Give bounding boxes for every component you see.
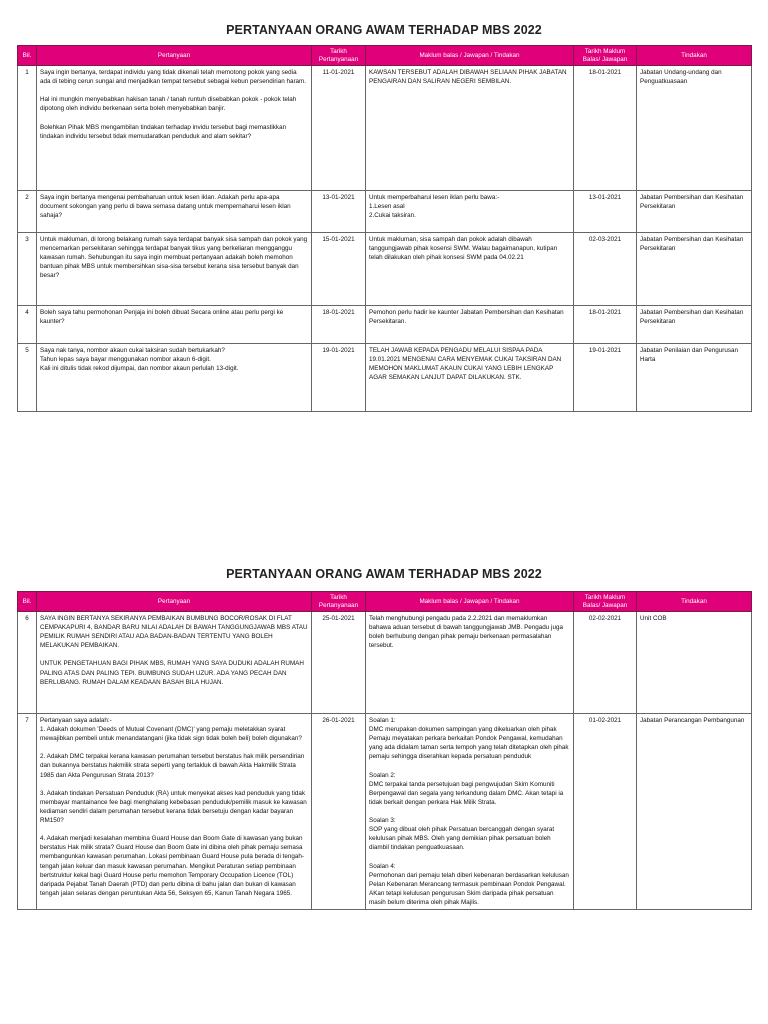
header-tindakan: Tindakan (637, 592, 752, 612)
cell-tarikh-jawapan: 02-03-2021 (574, 233, 637, 306)
cell-tarikh-jawapan: 18-01-2021 (574, 306, 637, 344)
cell-jawapan: KAWSAN TERSEBUT ADALAH DIBAWAH SELIAAN PIHAK JABATAN PENGAIRAN DAN SALIRAN NEGERI SEMBILAN. (366, 66, 574, 191)
cell-bil: 5 (18, 344, 37, 412)
cell-tarikh-jawapan: 19-01-2021 (574, 344, 637, 412)
page-title: PERTANYAAN ORANG AWAM TERHADAP MBS 2022 (226, 23, 542, 37)
cell-pertanyaan: Boleh saya tahu permohonan Penjaja ini boleh dibuat Secara online atau perlu pergi ke kaunter? (37, 306, 312, 344)
document-section-2 (17, 555, 751, 910)
cell-tindakan: Jabatan Perancangan Pembangunan (637, 714, 752, 910)
cell-tarikh: 11-01-2021 (312, 66, 366, 191)
table-header-row (18, 592, 752, 612)
cell-tarikh: 25-01-2021 (312, 612, 366, 714)
cell-pertanyaan: Saya nak tanya, nombor akaun cukai taksiran sudah bertukarkah? Tahun lepas saya bayar menggunakan nombor akaun 6-digit. Kali ini ditulis tidak rekod dijumpai, dan nombor akaun perlulah 13-digit. (37, 344, 312, 412)
cell-tarikh-jawapan: 01-02-2021 (574, 714, 637, 910)
cell-jawapan: TELAH JAWAB KEPADA PENGADU MELALUI SISPAA PADA 19.01.2021 MENGENAI CARA MENYEMAK CUKAI TAKSIRAN DAN MEMOHON MAKLUMAT AKAUN CUKAI YANG LEBIH LENGKAP AGAR SEMAKAN LANJUT DAPAT DILAKUKAN. STK. (366, 344, 574, 412)
cell-tarikh-jawapan: 02-02-2021 (574, 612, 637, 714)
header-bil: Bil. (18, 46, 37, 66)
header-tarikh-pertanyaan: Tarikh Pertanyanaan (312, 46, 366, 66)
table-row (18, 306, 752, 344)
header-maklum-balas: Maklum balas / Jawapan / Tindakan (366, 46, 574, 66)
header-tarikh-pertanyaan: Tarikh Pertanyanaan (312, 592, 366, 612)
cell-tindakan: Jabatan Pembersihan dan Kesihatan Persekitaran (637, 233, 752, 306)
questions-table (17, 45, 752, 412)
cell-jawapan: Untuk memperbaharui lesen iklan perlu bawa:- 1.Lesen asal 2.Cukai taksiran. (366, 191, 574, 233)
table-row (18, 191, 752, 233)
header-tarikh-maklum-balas: Tarikh Maklum Balas/ Jawapan (574, 592, 637, 612)
cell-tindakan: Jabatan Pembersihan dan Kesihatan Persekitaran (637, 191, 752, 233)
cell-bil: 2 (18, 191, 37, 233)
cell-tarikh: 15-01-2021 (312, 233, 366, 306)
header-tarikh-maklum-balas: Tarikh Maklum Balas/ Jawapan (574, 46, 637, 66)
table-row (18, 233, 752, 306)
header-maklum-balas: Maklum balas / Jawapan / Tindakan (366, 592, 574, 612)
cell-pertanyaan: Saya ingin bertanya, terdapat individu yang tidak dikenali telah memotong pokok yang sedia ada di tebing cerun sungai and menjadikan tempat tersebut sebagai kebun persendirian haram. Hal ini mungkin menyebabkan hakisan tanah / tanah runtuh disebabkan pokok - pokok telah dipotong oleh individu berkenaan serta boleh menyebabkan banjir. Bolehkan Pihak MBS mengambilan tindakan terhadap invidu tersebut bagi memastikkan tindakan individu tersebut tidak memudaratkan penduduk and alam sekitar? (37, 66, 312, 191)
cell-tarikh-jawapan: 18-01-2021 (574, 66, 637, 191)
cell-bil: 6 (18, 612, 37, 714)
page-title: PERTANYAAN ORANG AWAM TERHADAP MBS 2022 (226, 567, 542, 581)
cell-tarikh-jawapan: 13-01-2021 (574, 191, 637, 233)
cell-pertanyaan: SAYA INGIN BERTANYA SEKIRANYA PEMBAIKAN BUMBUNG BOCOR/ROSAK DI FLAT CEMPAKAPURI 4, BANDAR BARU NILAI ADALAH DI BAWAH TANGGUNGJAWAB MBS ATAU PEMILIK RUMAH SENDIRI ATAU ADA BADAN-BADAN TERTENTU YANG BOLEH MELAKUKAN PEMBAIKAN. UNTUK PENGETAHUAN BAGI PIHAK MBS, RUMAH YANG SAYA DUDUKI ADALAH RUMAH PALING ATAS DAN PALING TEPI. BUMBUNG SUDAH UZUR. ADA YANG PECAH DAN BERLUBANG. RUMAH DALAM KEADAAN BASAH BILA HUJAN. (37, 612, 312, 714)
table-header-row (18, 46, 752, 66)
cell-bil: 1 (18, 66, 37, 191)
header-pertanyaan: Pertanyaan (37, 592, 312, 612)
cell-tindakan: Unit COB (637, 612, 752, 714)
questions-table (17, 591, 752, 910)
table-row (18, 714, 752, 910)
table-row (18, 66, 752, 191)
cell-bil: 4 (18, 306, 37, 344)
cell-tarikh: 18-01-2021 (312, 306, 366, 344)
cell-tindakan: Jabatan Pembersihan dan Kesihatan Persekitaran (637, 306, 752, 344)
cell-jawapan: Telah menghubungi pengadu pada 2.2.2021 dan memaklumkan bahawa aduan tersebut di bawah tanggungjawab JMB. Pengadu juga boleh berhubung dengan pihak pemaju berkenaan permasalahan tersebut. (366, 612, 574, 714)
cell-bil: 3 (18, 233, 37, 306)
header-pertanyaan: Pertanyaan (37, 46, 312, 66)
cell-tindakan: Jabatan Penilaian dan Pengurusan Harta (637, 344, 752, 412)
cell-pertanyaan: Pertanyaan saya adalah:- 1. Adakah dokumen 'Deeds of Mutual Covenant (DMC)' yang pemaju meletakkan syarat mewajibkan pembeli untuk menandatangani (jika tidak sign tidak boleh beli) boleh digunakan? 2. Adakah DMC terpakai kerana kawasan perumahan tersebut berstatus hak milik persendirian dan bukannya berstatus hakmilik strata seperti yang tertakluk di bawah Akta Hakmilik Strata 1985 dan Akta Pengurusan Strata 2013? 3. Adakah tindakan Persatuan Penduduk (RA) untuk menyekat akses kad penduduk yang tidak membayar mantainance fee bagi menghalang kebebasan penduduk/pemilik masuk ke kawasan kediaman sendiri dalam perumahan tersebut kerana tidak bersetuju dengan kadar bayaran RM150? 4. Adakah menjadi kesalahan membina Guard House dan Boom Gate di kawasan yang bukan berstatus Hak milik strata? Guard House dan Boom Gate ini dibina oleh pihak pemaju semasa membangunkan kawasan perumahan. Lokasi pembinaan Guard House pula berada di tengah-tengah jalan keluar dan masuk kawasan perumahan. Mengikut Peraturan setiap pembinaan bertstruktur kekal bagi Guard House perlu memohon Temporary Occupation Licence (TOL) daripada Pejabat Tanah Daerah (PTD) dan perlu dibina di bahu jalan dan bukan di kawasan tengah jalan selaras dengan peruntukan Akta 56, Seksyen 65, Kanun Tanah Negara 1965. (37, 714, 312, 910)
cell-tarikh: 19-01-2021 (312, 344, 366, 412)
document-section-1 (17, 0, 751, 412)
cell-tarikh: 13-01-2021 (312, 191, 366, 233)
cell-jawapan: Pemohon perlu hadir ke kaunter Jabatan Pembersihan dan Kesihatan Persekitaran. (366, 306, 574, 344)
cell-jawapan: Soalan 1: DMC merupakan dokumen sampingan yang dikeluarkan oleh pihak Pemaju meyatakan perkara berkaitan Pondok Pengawal, kemudahan yang ada didalam taman serta tempoh yang telah ditetapkan oleh pihak pemaju sehingga diserahkan kepada persatuan penduduk Soalan 2: DMC terpakai tanda persetujuan bagi pengwujudan Skim Komuniti Berpengawal dan segala yang terkandung dalam DMC. Akan tetapi ia tidak berkait dengan perkara Hak Milik Strata. Soalan 3: SOP yang dibuat oleh pihak Persatuan bercanggah dengan syarat kelulusan pihak MBS. Oleh yang demikian pihak persatuan boleh diambil tindakan penguatkuasaan. Soalan 4: Permohonan dari pemaju telah diberi kebenaran berdasarkan kelulusan Pelan Kebenaran Merancang termasuk pembinaan Pondok Pengawal. AKan tetapi kelulusan pengurusan Skim daripada pihak persatuan masih belum diterima oleh pihak Majlis. (366, 714, 574, 910)
header-bil: Bil. (18, 592, 37, 612)
cell-pertanyaan: Untuk makluman, di lorong belakang rumah saya terdapat banyak sisa sampah dan pokok yang mencemarkan persekitaran sehingga terdapat banyak tikus yang berkeliaran mengganggu kawasan rumah. Sehubungan itu saya ingin membuat pertanyaan adakah boleh memohon bantuan pihak MBS untuk membersihkan sisa-sisa tersebut kerana sisa tersebut banyak dan besar? (37, 233, 312, 306)
header-tindakan: Tindakan (637, 46, 752, 66)
table-row (18, 344, 752, 412)
cell-tarikh: 26-01-2021 (312, 714, 366, 910)
table-row (18, 612, 752, 714)
cell-tindakan: Jabatan Undang-undang dan Penguatkuasaan (637, 66, 752, 191)
cell-jawapan: Untuk makluman, sisa sampah dan pokok adalah dibawah tanggungjawab pihak kosensi SWM. Walau bagaimanapun, kutipan telah dilakukan oleh pihak konsesi SWM pada 04.02.21 (366, 233, 574, 306)
cell-bil: 7 (18, 714, 37, 910)
cell-pertanyaan: Saya ingin bertanya mengenai pembaharuan untuk lesen iklan. Adakah perlu apa-apa document sokongan yang perlu di bawa semasa datang untuk mempernaharui lesen iklan sahaja? (37, 191, 312, 233)
